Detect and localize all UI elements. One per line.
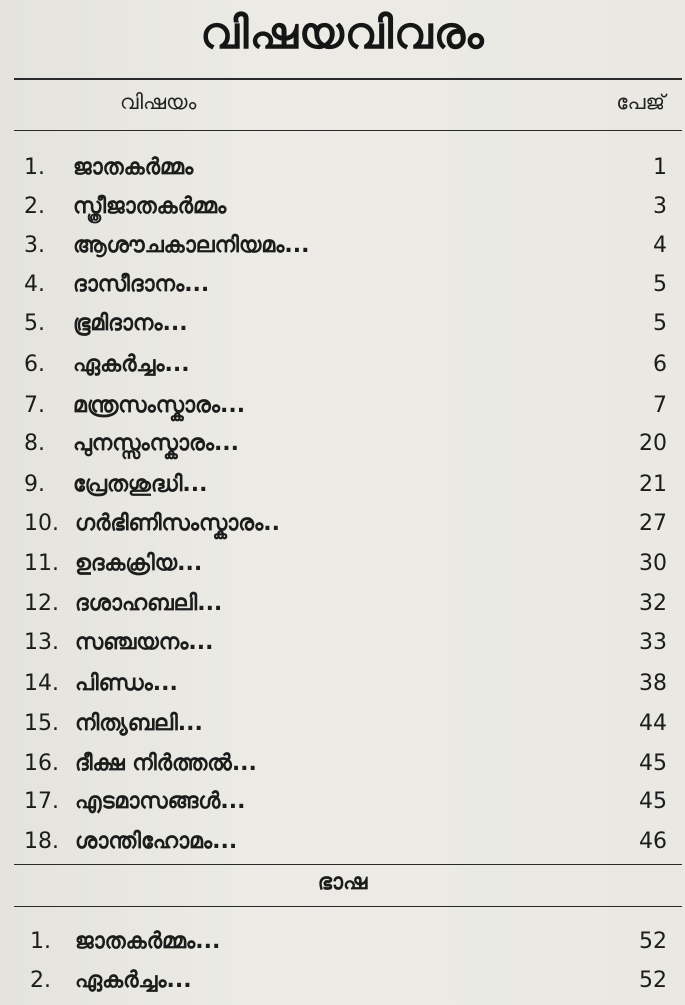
- entry-title: സഞ്ചയനം...: [75, 630, 214, 655]
- entry-title: ദീക്ഷ നിർത്തൽ...: [75, 751, 257, 776]
- contents-entry: [0, 929, 685, 959]
- entry-number: 15.: [24, 711, 59, 736]
- contents-entry: [0, 630, 685, 660]
- section-rule-top: [14, 864, 682, 865]
- contents-entry: [0, 551, 685, 581]
- entry-number: 14.: [24, 671, 59, 696]
- entry-page: 3: [653, 194, 667, 219]
- contents-entry: [0, 472, 685, 502]
- entry-title: മന്ത്രസംസ്കാരം...: [73, 393, 246, 418]
- entry-page: 33: [639, 630, 667, 655]
- contents-entry: [0, 671, 685, 701]
- entry-page: 27: [639, 511, 667, 536]
- entry-title: പുനസ്സംസ്കാരം...: [73, 431, 240, 456]
- entry-title: ഗർഭിണിസംസ്കാരം..: [75, 511, 280, 536]
- entry-number: 9.: [24, 472, 45, 497]
- page-title: വിഷയവിവരം: [200, 8, 485, 59]
- entry-title: ജാതകർമ്മം...: [75, 929, 221, 954]
- entry-number: 18.: [24, 829, 59, 854]
- entry-number: 8.: [24, 431, 45, 456]
- contents-entry: [0, 591, 685, 621]
- entry-page: 30: [639, 551, 667, 576]
- contents-entry: [0, 968, 685, 998]
- entry-page: 46: [639, 829, 667, 854]
- entry-title: ദാസീദാനം...: [73, 272, 210, 297]
- subject-column-header: വിഷയം: [120, 90, 197, 114]
- entry-page: 45: [639, 789, 667, 814]
- entry-page: 5: [653, 311, 667, 336]
- contents-entry: [0, 233, 685, 263]
- entry-number: 6.: [24, 352, 45, 377]
- title-rule: [14, 78, 682, 80]
- contents-entry: [0, 789, 685, 819]
- entry-number: 13.: [24, 630, 59, 655]
- entry-page: 21: [639, 472, 667, 497]
- contents-entry: [0, 194, 685, 224]
- contents-entry: [0, 751, 685, 781]
- entry-title: ഭൂമിദാനം...: [73, 311, 188, 336]
- contents-entry: [0, 431, 685, 461]
- entry-number: 2.: [30, 968, 51, 993]
- entry-page: 4: [653, 233, 667, 258]
- entry-number: 3.: [24, 233, 45, 258]
- header-rule: [14, 130, 682, 131]
- entry-page: 7: [653, 393, 667, 418]
- entry-number: 2.: [24, 194, 45, 219]
- entry-title: പ്രേതശുദ്ധി...: [73, 472, 208, 497]
- entry-page: 6: [653, 352, 667, 377]
- entry-title: പിണ്ഡം...: [75, 671, 178, 696]
- entry-number: 5.: [24, 311, 45, 336]
- contents-entry: [0, 829, 685, 859]
- section-rule-bottom: [14, 906, 682, 907]
- entry-number: 1.: [24, 155, 45, 180]
- contents-entry: [0, 393, 685, 423]
- entry-page: 44: [639, 711, 667, 736]
- entry-page: 20: [639, 431, 667, 456]
- contents-entry: [0, 711, 685, 741]
- entry-title: ഏകർച്ചം...: [73, 352, 190, 377]
- contents-entry: [0, 511, 685, 541]
- entry-number: 10.: [24, 511, 59, 536]
- contents-entry: [0, 352, 685, 382]
- entry-page: 32: [639, 591, 667, 616]
- section-heading: ഭാഷ: [317, 870, 368, 895]
- entry-page: 52: [639, 929, 667, 954]
- entry-page: 5: [653, 272, 667, 297]
- entry-title: ഉദകക്രിയ...: [75, 551, 203, 576]
- entry-title: ഏകർച്ചം...: [75, 968, 192, 993]
- entry-number: 11.: [24, 551, 59, 576]
- page-column-header: പേജ്: [616, 90, 665, 114]
- contents-entry: [0, 272, 685, 302]
- entry-title: ദശാഹബലി...: [75, 591, 223, 616]
- entry-number: 4.: [24, 272, 45, 297]
- entry-title: നിത്യബലി...: [75, 711, 203, 736]
- entry-page: 52: [639, 968, 667, 993]
- contents-entry: [0, 155, 685, 185]
- entry-title: ശാന്തിഹോമം...: [75, 829, 238, 854]
- entry-title: ജാതകർമ്മം: [73, 155, 194, 180]
- entry-title: ആശൗചകാലനിയമം...: [73, 233, 310, 258]
- entry-title: എടമാസങ്ങൾ...: [75, 789, 246, 814]
- entry-page: 38: [639, 671, 667, 696]
- entry-title: സ്ത്രീജാതകർമ്മം: [73, 194, 227, 219]
- entry-number: 1.: [30, 929, 51, 954]
- entry-page: 45: [639, 751, 667, 776]
- entry-page: 1: [653, 155, 667, 180]
- entry-number: 12.: [24, 591, 59, 616]
- contents-entry: [0, 311, 685, 341]
- entry-number: 7.: [24, 393, 45, 418]
- entry-number: 16.: [24, 751, 59, 776]
- entry-number: 17.: [24, 789, 59, 814]
